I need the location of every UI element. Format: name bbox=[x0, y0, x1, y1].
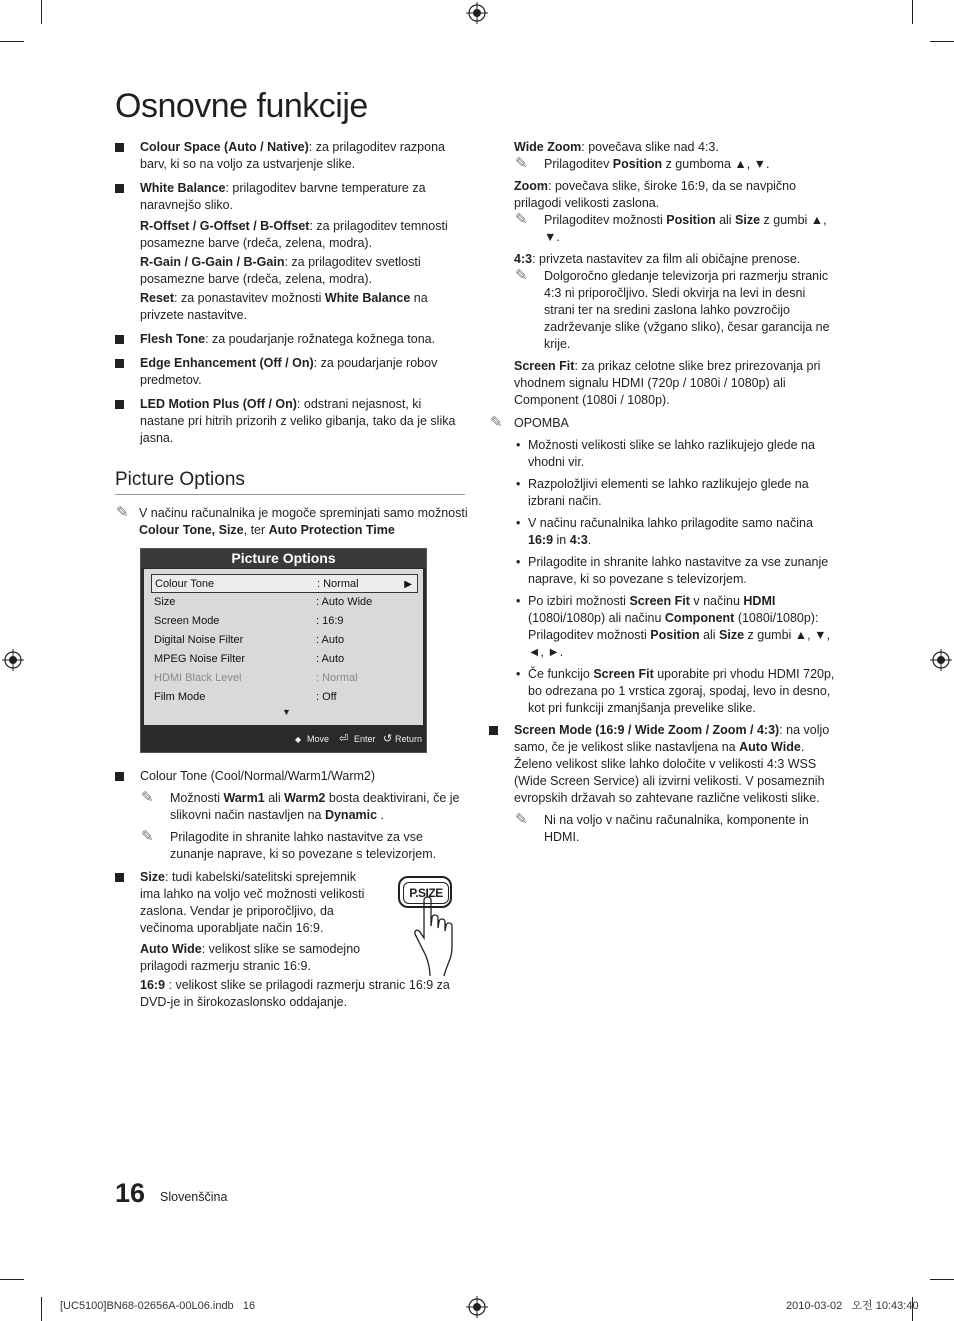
osd-row-screen-mode[interactable] bbox=[151, 612, 418, 631]
osd-row-value: : Normal bbox=[317, 578, 359, 590]
note-pencil-icon: ✎ bbox=[490, 414, 503, 431]
registration-mark-icon bbox=[2, 649, 24, 671]
pc-mode-note bbox=[115, 505, 494, 539]
page-title: Osnovne funkcije bbox=[115, 87, 368, 125]
crop-mark bbox=[41, 0, 42, 24]
note-text: Prilagodite in shranite lahko nastavitve za vse zunanje naprave, ki so povezane s televizorjem. bbox=[170, 830, 437, 861]
item-heading: Colour Tone (Cool/Normal/Warm1/Warm2) bbox=[140, 769, 376, 783]
osd-row-value: : Off bbox=[316, 691, 337, 703]
bullet-text: Razpoložljivi elementi se lahko razlikujejo glede na izbrani način. bbox=[528, 477, 809, 508]
return-icon: ↺ bbox=[383, 733, 393, 745]
osd-footer bbox=[141, 727, 426, 752]
ratio-43-text: 4:3: privzeta nastavitev za film ali običajne prenose. bbox=[514, 252, 801, 266]
note-pencil-icon: ✎ bbox=[141, 789, 154, 806]
bullet-icon: • bbox=[516, 516, 521, 530]
right-column bbox=[489, 139, 839, 846]
item-text: LED Motion Plus (Off / On): odstrani nejasnost, ki nastane pri hitrih prizorih z veliko gibanja, tako da je slika jasna. bbox=[140, 397, 456, 445]
note-pencil-icon: ✎ bbox=[515, 811, 528, 828]
scroll-down-icon[interactable]: ▼ bbox=[282, 707, 291, 717]
square-bullet-icon bbox=[115, 184, 124, 193]
item-text: Colour Space (Auto / Native): za prilagoditev razpona barv, ki so na voljo za ustvarjenje slike. bbox=[140, 140, 445, 171]
osd-row-value: : Auto bbox=[316, 653, 345, 665]
square-bullet-icon bbox=[115, 873, 124, 882]
crop-mark bbox=[0, 1279, 24, 1280]
bullet-text: Prilagodite in shranite lahko nastavitve za vse zunanje naprave, ki so povezane s televizorjem. bbox=[528, 555, 829, 586]
square-bullet-icon bbox=[115, 400, 124, 409]
osd-row-colour-tone[interactable] bbox=[151, 574, 418, 593]
square-bullet-icon bbox=[489, 726, 498, 735]
note-pencil-icon: ✎ bbox=[515, 211, 528, 228]
sub-item: R-Gain / G-Gain / B-Gain: za prilagoditev svetlosti posamezne barve (rdeča, zelena, modra). bbox=[140, 255, 421, 286]
enter-icon: ⏎ bbox=[339, 733, 349, 745]
note-text: Dolgoročno gledanje televizorja pri razmerju stranic 4:3 ni priporočljivo. Sledi okvirja na levi in desni strani ter na sredini zaslona lahko povzročijo zadrževanje slike (vžgano sliko), česar garancija ne krije. bbox=[544, 269, 830, 351]
bullet-icon: • bbox=[516, 555, 521, 569]
osd-row-name: Screen Mode bbox=[154, 615, 220, 627]
bullet-text: Če funkcijo Screen Fit uporabite pri vhodu HDMI 720p, bo odrezana po 1 vrstica zgoraj, spodaj, levo in desno, kot pri funkciji zmanjšanja prevelike slike. bbox=[528, 667, 835, 715]
list-item bbox=[115, 139, 465, 173]
language-label: Slovenščina bbox=[160, 1190, 228, 1204]
bullet-item bbox=[514, 554, 839, 588]
arrow-right-icon: ▶ bbox=[404, 579, 412, 590]
osd-row-value: : Normal bbox=[316, 672, 358, 684]
osd-row-name: Size bbox=[154, 596, 176, 608]
note-text: Prilagoditev Position z gumboma ▲, ▼. bbox=[544, 157, 770, 171]
note bbox=[514, 812, 839, 846]
sub-item: R-Offset / G-Offset / B-Offset: za prilagoditev temnosti posamezne barve (rdeča, zelena, modra). bbox=[140, 219, 448, 250]
osd-row-name: Digital Noise Filter bbox=[154, 634, 244, 646]
psize-button-label: P.SIZE bbox=[403, 882, 449, 904]
crop-mark bbox=[41, 1297, 42, 1321]
bullet-icon: • bbox=[516, 667, 521, 681]
registration-mark-icon bbox=[466, 2, 488, 24]
list-item bbox=[115, 331, 465, 348]
bullet-icon: • bbox=[516, 477, 521, 491]
note bbox=[140, 790, 465, 824]
osd-row-size[interactable] bbox=[151, 593, 418, 612]
osd-row-name: MPEG Noise Filter bbox=[154, 653, 246, 665]
list-item bbox=[115, 869, 375, 937]
list-item bbox=[115, 768, 465, 785]
page-number: 16 bbox=[115, 1178, 146, 1208]
bullet-item bbox=[514, 593, 839, 661]
crop-mark bbox=[930, 41, 954, 42]
osd-title: Picture Options bbox=[141, 549, 426, 568]
osd-row-hdmi-black-level bbox=[151, 669, 418, 688]
opomba-heading bbox=[489, 415, 839, 432]
note-pencil-icon: ✎ bbox=[515, 267, 528, 284]
bullet-icon: • bbox=[516, 594, 521, 608]
bullet-item bbox=[514, 515, 839, 549]
item-text: Size: tudi kabelski/satelitski sprejemnik ima lahko na voljo več možnosti velikosti zaslona. Vendar je priporočljivo, da večinoma uporabljate način 16:9. bbox=[140, 870, 365, 935]
picture-options-osd bbox=[140, 548, 427, 753]
hand-pointer-icon bbox=[414, 896, 466, 978]
osd-move-label: Move bbox=[307, 734, 330, 744]
note bbox=[514, 212, 839, 246]
footer-timestamp: 2010-03-02 오전 10:43:40 bbox=[786, 1300, 919, 1312]
osd-row-value: : 16:9 bbox=[316, 615, 344, 627]
note-text: Prilagoditev možnosti Position ali Size z gumbi ▲, ▼. bbox=[544, 213, 827, 244]
note-text: V načinu računalnika je mogoče spreminjati samo možnosti Colour Tone, Size, ter Auto Protection Time bbox=[139, 506, 468, 537]
osd-row-digital-noise-filter[interactable] bbox=[151, 631, 418, 650]
square-bullet-icon bbox=[115, 143, 124, 152]
move-icon: ◆ bbox=[295, 735, 302, 744]
note-text: Ni na voljo v načinu računalnika, komponente in HDMI. bbox=[544, 813, 809, 844]
registration-mark-icon bbox=[930, 649, 952, 671]
note bbox=[140, 829, 465, 863]
note-pencil-icon: ✎ bbox=[515, 155, 528, 172]
square-bullet-icon bbox=[115, 772, 124, 781]
crop-mark bbox=[930, 1279, 954, 1280]
white-balance-subitems bbox=[115, 218, 465, 324]
bullet-text: V načinu računalnika lahko prilagodite samo načina 16:9 in 4:3. bbox=[528, 516, 813, 547]
size-169-text: 16:9 : velikost slike se prilagodi razmerju stranic 16:9 za DVD-je in širokozaslonsko oddajanje. bbox=[140, 978, 450, 1009]
osd-return-label: Return bbox=[395, 734, 423, 744]
wide-zoom-text: Wide Zoom: povečava slike nad 4:3. bbox=[514, 140, 719, 154]
bullet-text: Možnosti velikosti slike se lahko razlikujejo glede na vhodni vir. bbox=[528, 438, 815, 469]
screen-fit-text: Screen Fit: za prikaz celotne slike brez prirezovanja pri vhodnem signalu HDMI (720p / 1080i / 1080p) ali Component (1080i / 1080p). bbox=[514, 359, 821, 407]
list-item bbox=[115, 355, 465, 389]
colour-tone-section bbox=[115, 768, 465, 863]
list-item bbox=[489, 722, 839, 807]
osd-menu-body bbox=[144, 569, 423, 725]
note bbox=[514, 268, 839, 353]
item-text: White Balance: prilagoditev barvne temperature za naravnejšo sliko. bbox=[140, 181, 426, 212]
left-column bbox=[115, 139, 465, 447]
square-bullet-icon bbox=[115, 359, 124, 368]
item-text: Flesh Tone: za poudarjanje rožnatega kožnega tona. bbox=[140, 332, 436, 346]
list-item bbox=[115, 396, 465, 447]
bullet-item bbox=[514, 666, 839, 717]
osd-row-value: : Auto bbox=[316, 634, 345, 646]
bullet-item bbox=[514, 437, 839, 471]
osd-row-value: : Auto Wide bbox=[316, 596, 373, 608]
crop-mark bbox=[912, 0, 913, 24]
item-text: Edge Enhancement (Off / On): za poudarjanje robov predmetov. bbox=[140, 356, 438, 387]
auto-wide-text: Auto Wide: velikost slike se samodejno prilagodi razmerju stranic 16:9. bbox=[140, 942, 361, 973]
bullet-icon: • bbox=[516, 438, 521, 452]
note bbox=[514, 156, 839, 173]
zoom-text: Zoom: povečava slike, široke 16:9, da se navpično prilagodi velikosti zaslona. bbox=[514, 179, 797, 210]
osd-row-name: HDMI Black Level bbox=[154, 672, 242, 684]
registration-mark-icon bbox=[466, 1296, 488, 1318]
osd-row-film-mode[interactable] bbox=[151, 688, 418, 707]
osd-row-mpeg-noise-filter[interactable] bbox=[151, 650, 418, 669]
osd-row-name: Film Mode bbox=[154, 691, 206, 703]
section-title: Picture Options bbox=[115, 468, 465, 495]
sub-item: Reset: za ponastavitev možnosti White Balance na privzete nastavitve. bbox=[140, 291, 428, 322]
bullet-text: Po izbiri možnosti Screen Fit v načinu HDMI (1080i/1080p) ali načinu Component (1080i/1080p): Prilagoditev možnosti Position ali Size z gumbi ▲, ▼, ◄, ►. bbox=[528, 594, 830, 659]
item-text: Screen Mode (16:9 / Wide Zoom / Zoom / 4:3): na voljo samo, če je velikost slike nastavljena na Auto Wide. Želeno velikost slike lahko določite v velikosti 4:3 WSS (Wide Screen Service) ali izvirni velikosti. V posameznih evropskih državah so zahtevane različne velikosti slike. bbox=[514, 723, 830, 805]
note-pencil-icon: ✎ bbox=[141, 828, 154, 845]
opomba-bullets bbox=[489, 437, 839, 717]
note-pencil-icon: ✎ bbox=[116, 504, 129, 521]
list-item bbox=[115, 180, 465, 214]
square-bullet-icon bbox=[115, 335, 124, 344]
opomba-label: OPOMBA bbox=[514, 416, 569, 430]
footer-file-info: [UC5100]BN68-02656A-00L06.indb 16 bbox=[60, 1300, 256, 1312]
osd-row-name: Colour Tone bbox=[155, 578, 215, 590]
note-text: Možnosti Warm1 ali Warm2 bosta deaktivirani, če je slikovni način nastavljen na Dynamic . bbox=[170, 791, 460, 822]
bullet-item bbox=[514, 476, 839, 510]
crop-mark bbox=[0, 41, 24, 42]
osd-enter-label: Enter bbox=[354, 734, 376, 744]
